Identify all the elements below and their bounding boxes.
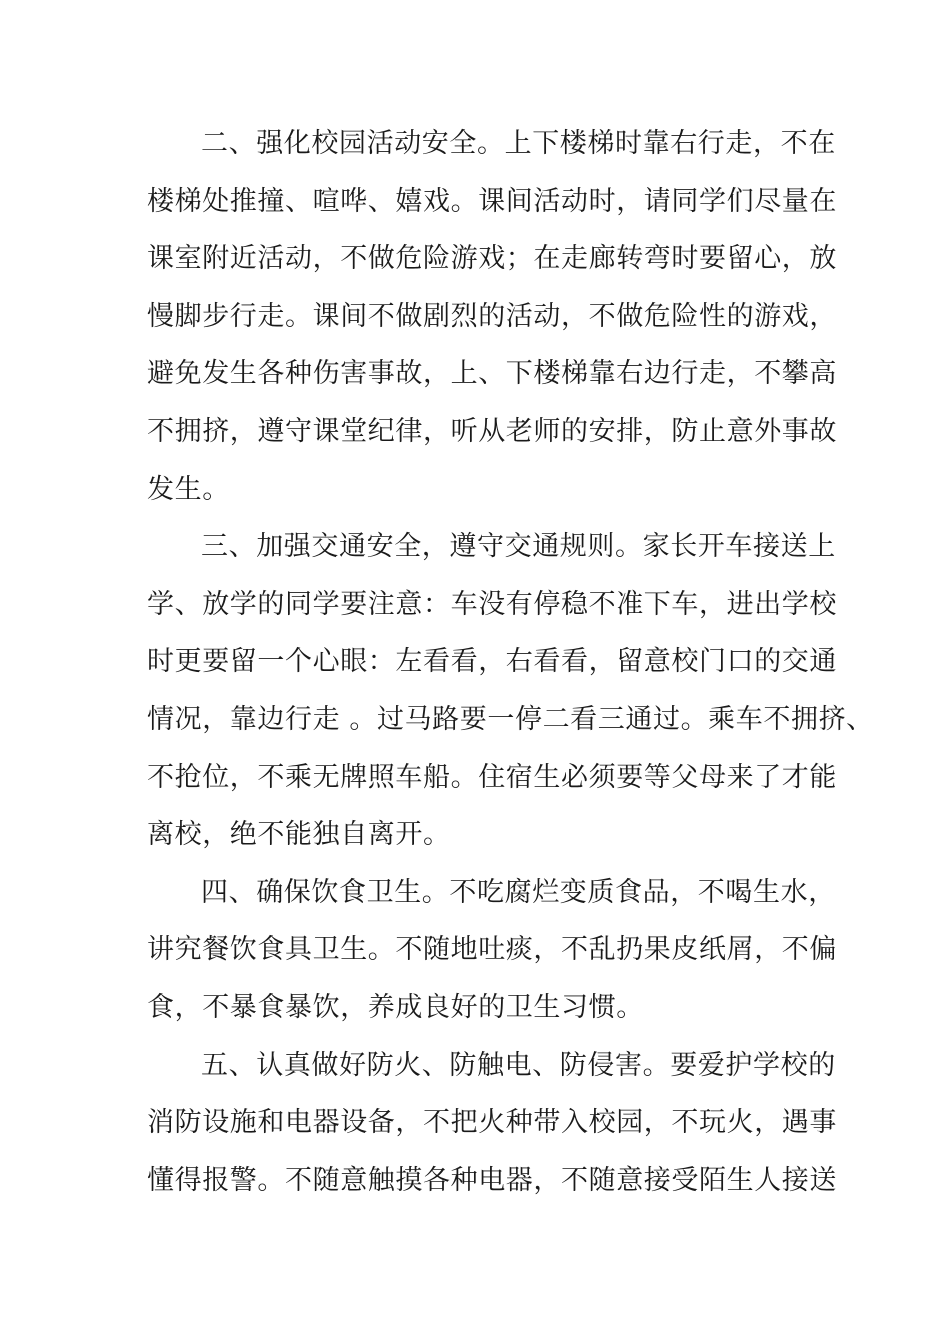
paragraph-line: 楼梯处推撞、喧哗、嬉戏。课间活动时，请同学们尽量在: [147, 185, 837, 217]
paragraph-fire-electric-safety: [147, 1037, 837, 1210]
paragraph-line: 二、强化校园活动安全。上下楼梯时靠右行走，不在: [201, 128, 836, 159]
paragraph-food-hygiene: [147, 864, 837, 1037]
paragraph-traffic-safety: [147, 518, 874, 864]
paragraph-line: 五、认真做好防火、防触电、防侵害。要爱护学校的: [201, 1049, 836, 1081]
paragraph-line: 情况，靠边行走 。过马路要一停二看三通过。乘车不拥挤、: [147, 703, 874, 735]
paragraph-line: 不拥挤，遵守课堂纪律，听从老师的安排，防止意外事故: [147, 415, 837, 447]
paragraph-line: 不抢位，不乘无牌照车船。住宿生必须要等父母来了才能: [147, 761, 837, 793]
document-body: [147, 115, 874, 1209]
paragraph-line: 避免发生各种伤害事故，上、下楼梯靠右边行走，不攀高: [147, 358, 837, 390]
paragraph-activity-safety: [147, 115, 837, 518]
paragraph-line: 慢脚步行走。课间不做剧烈的活动，不做危险性的游戏，: [147, 300, 837, 332]
paragraph-line: 消防设施和电器设备，不把火种带入校园，不玩火，遇事: [147, 1107, 837, 1139]
paragraph-line: 食，不暴食暴饮，养成良好的卫生习惯。: [147, 991, 644, 1023]
paragraph-line: 时更要留一个心眼：左看看，右看看，留意校门口的交通: [147, 646, 837, 678]
paragraph-line: 学、放学的同学要注意：车没有停稳不准下车，进出学校: [147, 588, 837, 620]
paragraph-line: 离校，绝不能独自离开。: [147, 819, 451, 851]
paragraph-line: 三、加强交通安全，遵守交通规则。家长开车接送上: [201, 531, 836, 563]
paragraph-line: 讲究餐饮食具卫生。不随地吐痰，不乱扔果皮纸屑，不偏: [147, 934, 837, 966]
paragraph-line: 发生。: [147, 473, 230, 505]
paragraph-line: 懂得报警。不随意触摸各种电器，不随意接受陌生人接送: [147, 1164, 837, 1196]
paragraph-line: 课室附近活动，不做危险游戏；在走廊转弯时要留心，放: [147, 243, 837, 275]
paragraph-line: 四、确保饮食卫生。不吃腐烂变质食品，不喝生水，: [201, 876, 836, 908]
